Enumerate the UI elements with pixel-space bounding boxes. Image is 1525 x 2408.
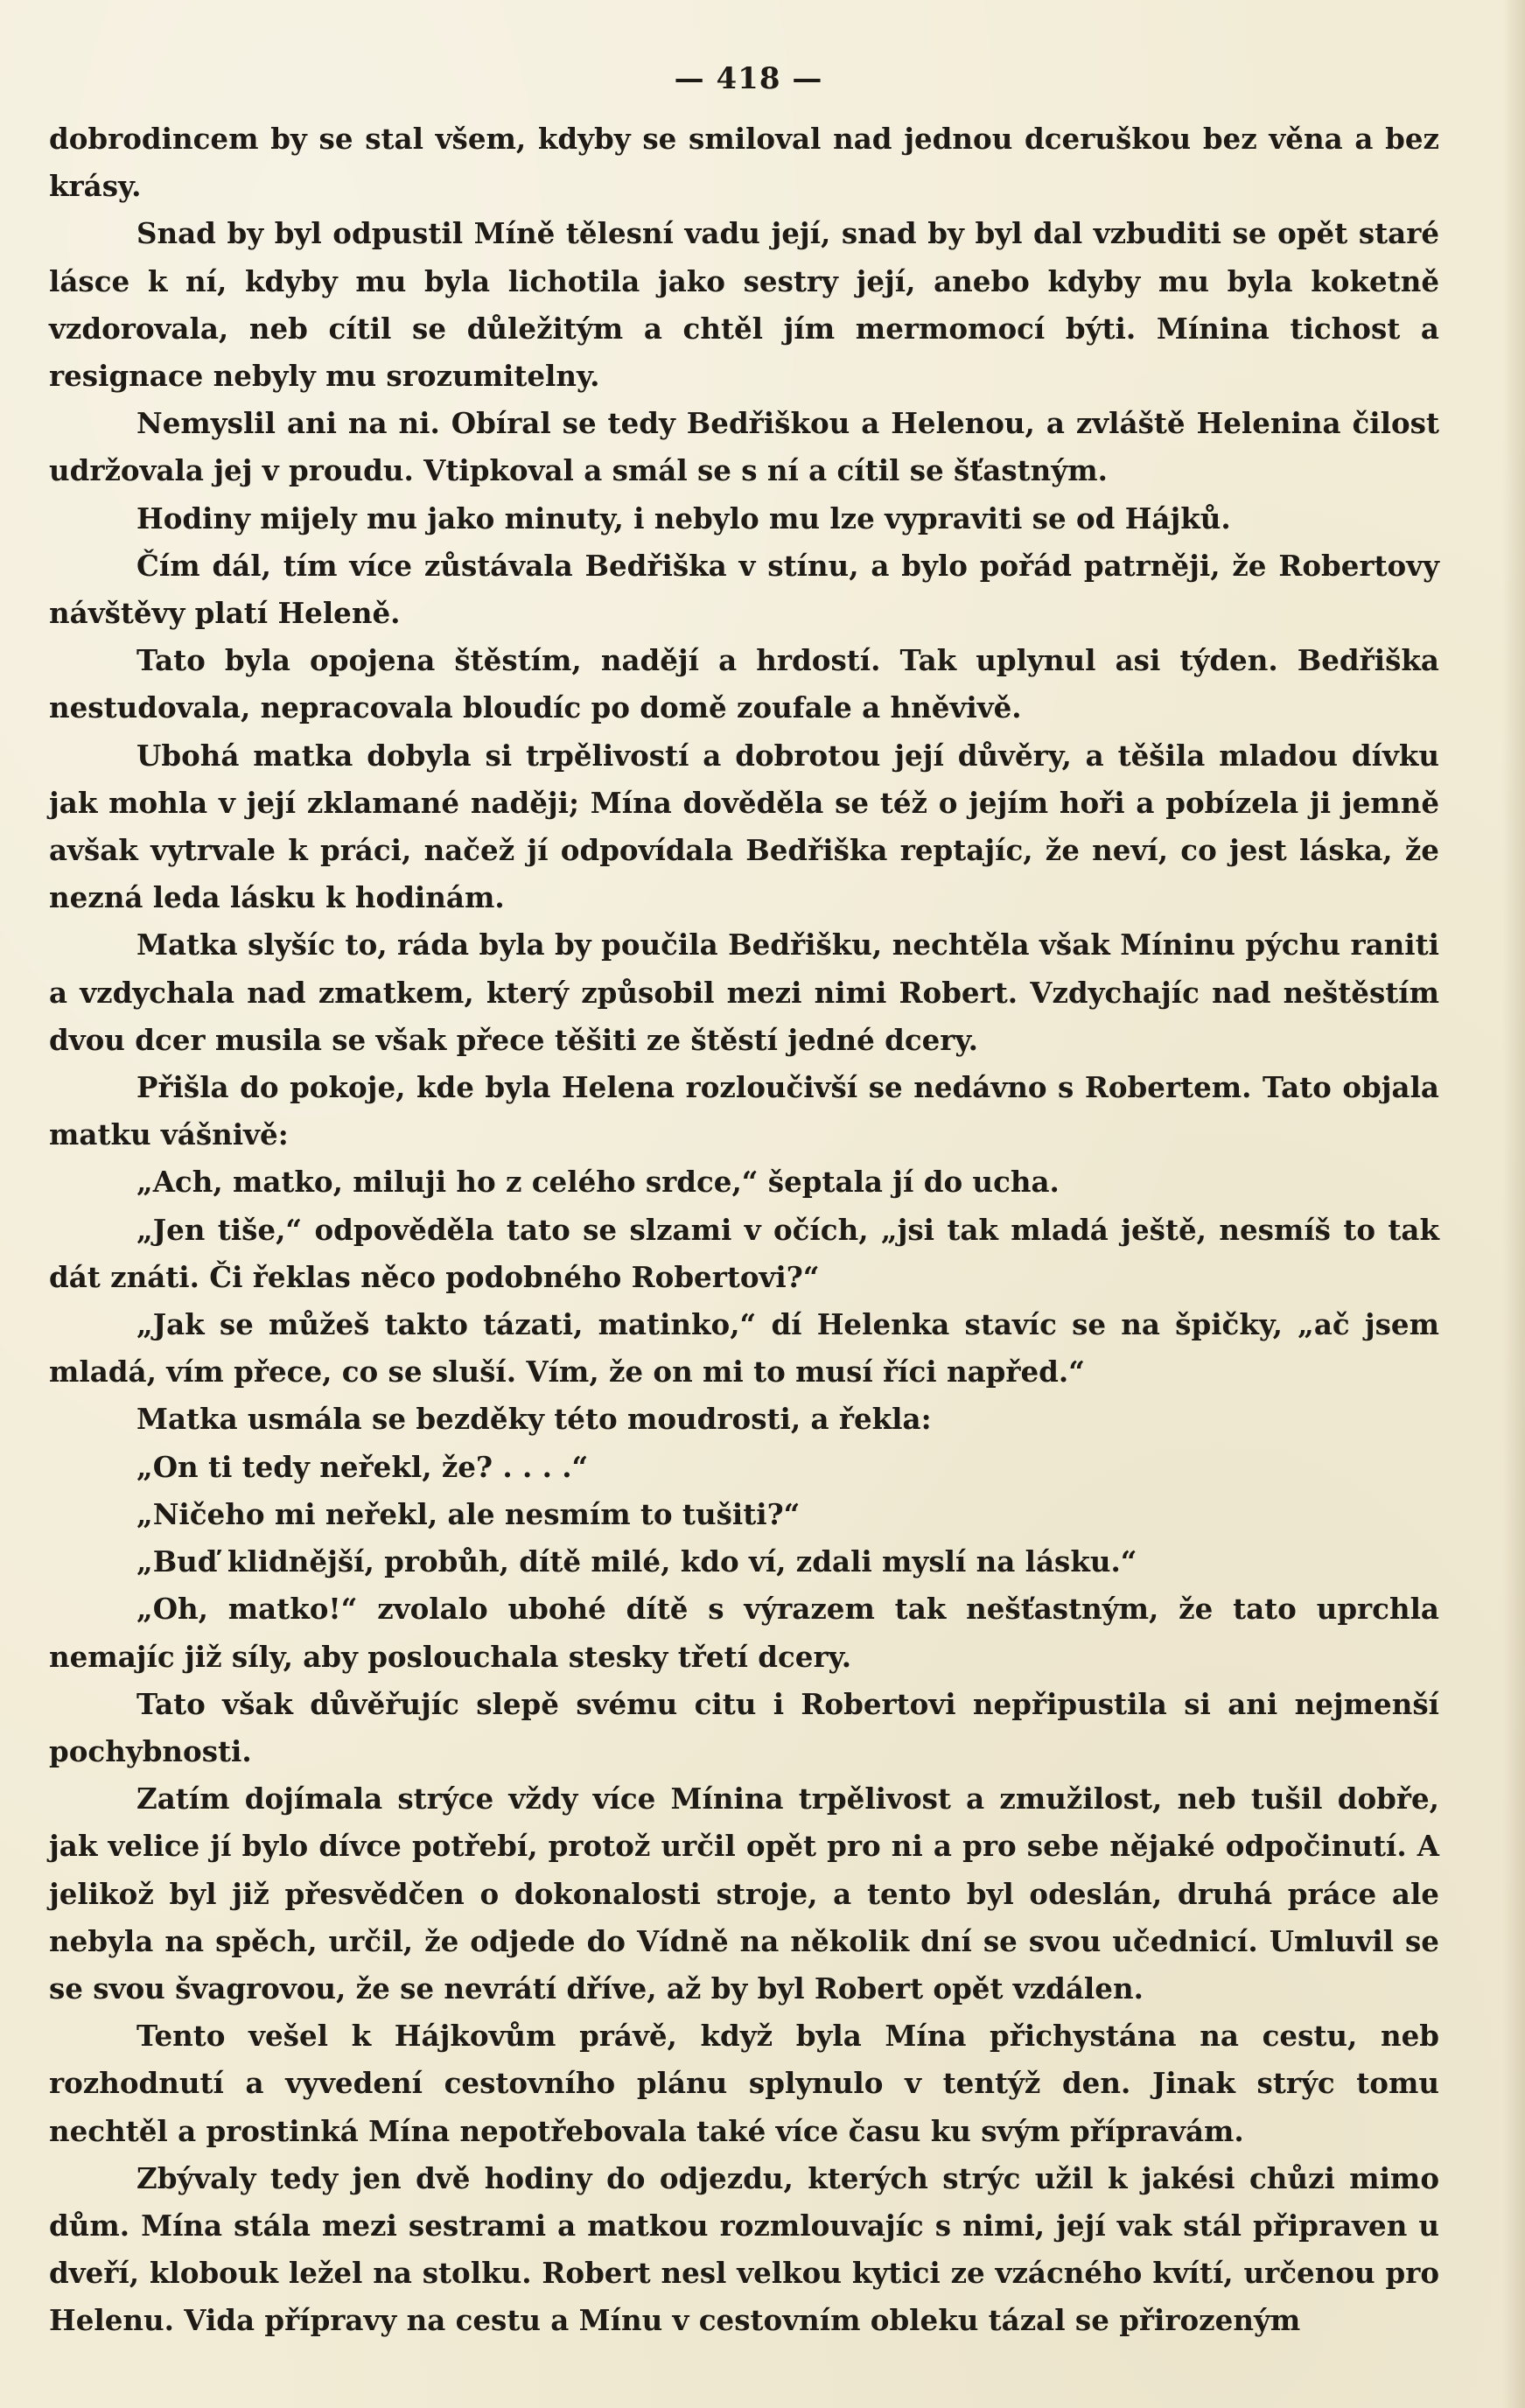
paragraph: Tato byla opojena štěstím, nadějí a hrdostí. Tak uplynul asi týden. Bedřiška nestudovala, nepracovala bloudíc po domě zoufale a hněvivě. [49,643,1439,725]
paragraph: Snad by byl odpustil Míně tělesní vadu její, snad by byl dal vzbuditi se opět staré lásce k ní, kdyby mu byla lichotila jako sestry její, anebo kdyby mu byla koketně vzdorovala, neb cítil se důležitým a chtěl jím mermomocí býti. Mínina tichost a resignace nebyly mu srozumitelny. [49,216,1439,394]
paragraph: Hodiny mijely mu jako minuty, i nebylo mu lze vypraviti se od Hájků. [136,500,1231,536]
paragraph: Nemyslil ani na ni. Obíral se tedy Bedřiškou a Helenou, a zvláště Helenina čilost udržovala jej v proudu. Vtipkoval a smál se s ní a cítil se šťastným. [49,406,1439,488]
page-number-header: — 418 — [674,61,823,96]
page-body-text [49,116,1439,2345]
paragraph: Zatím dojímala strýce vždy více Mínina trpělivost a zmužilost, neb tušil dobře, jak velice jí bylo dívce potřebí, protož určil opět pro ni a pro sebe nějaké odpočinutí. A jelikož byl již přesvědčen o dokonalosti stroje, a tento byl odeslán, druhá práce ale nebyla na spěch, určil, že odjede do Vídně na několik dní se svou učednicí. Umluvil se se svou švagrovou, že se nevrátí dříve, až by byl Robert opět vzdálen. [49,1782,1439,2006]
paragraph: Tato však důvěřujíc slepě svému citu i Robertovi nepřipustila si ani nejmenší pochybnosti. [49,1686,1439,1768]
paragraph: Matka usmála se bezděky této moudrosti, a řekla: [136,1402,932,1437]
paragraph: „Ničeho mi neřekl, ale nesmím to tušiti?“ [136,1496,801,1531]
paragraph: Matka slyšíc to, ráda byla by poučila Bedřišku, nechtěla však Míninu pýchu raniti a vzdychala nad zmatkem, který způsobil mezi nimi Robert. Vzdychajíc nad neštěstím dvou dcer musila se však přece těšiti ze štěstí jedné dcery. [49,928,1439,1057]
paragraph: dobrodincem by se stal všem, kdyby se smiloval nad jednou dceruškou bez věna a bez krásy. [49,122,1439,204]
paragraph: Zbývaly tedy jen dvě hodiny do odjezdu, kterých strýc užil k jakési chůzi mimo dům. Mína stála mezi sestrami a matkou rozmlouvajíc s nimi, její vak stál připraven u dveří, klobouk ležel na stolku. Robert nesl velkou kytici ze vzácného kvítí, určenou pro Helenu. Vida přípravy na cestu a Mínu v cestovním obleku tázal se přirozeným [49,2160,1439,2338]
paragraph: „Buď klidnější, probůh, dítě milé, kdo ví, zdali myslí na lásku.“ [136,1544,1137,1579]
paragraph: „Jen tiše,“ odpověděla tato se slzami v očích, „jsi tak mladá ještě, nesmíš to tak dát znáti. Či řeklas něco podobného Robertovi?“ [49,1212,1439,1294]
paragraph: „Oh, matko!“ zvolalo ubohé dítě s výrazem tak nešťastným, že tato uprchla nemajíc již síly, aby poslouchala stesky třetí dcery. [49,1592,1439,1674]
paragraph: „On ti tedy neřekl, že? . . . .“ [136,1449,589,1484]
paragraph: Tento vešel k Hájkovům právě, když byla Mína přichystána na cestu, neb rozhodnutí a vyvedení cestovního plánu splynulo v tentýž den. Jinak strýc tomu nechtěl a prostinká Mína nepotřebovala také více času ku svým přípravám. [49,2019,1439,2148]
paragraph: Přišla do pokoje, kde byla Helena rozloučivší se nedávno s Robertem. Tato objala matku vášnivě: [49,1070,1439,1152]
paragraph: Čím dál, tím více zůstávala Bedřiška v stínu, a bylo pořád patrněji, že Robertovy návštěvy platí Heleně. [49,548,1439,631]
paragraph: Ubohá matka dobyla si trpělivostí a dobrotou její důvěry, a těšila mladou dívku jak mohla v její zklamané naději; Mína dověděla se též o jejím hoři a pobízela ji jemně avšak vytrvale k práci, načež jí odpovídala Bedřiška reptajíc, že neví, co jest láska, že nezná leda lásku k hodinám. [49,738,1439,915]
paragraph: „Jak se můžeš takto tázati, matinko,“ dí Helenka stavíc se na špičky, „ač jsem mladá, vím přece, co se sluší. Vím, že on mi to musí říci napřed.“ [49,1307,1439,1390]
paragraph: „Ach, matko, miluji ho z celého srdce,“ šeptala jí do ucha. [136,1165,1060,1200]
